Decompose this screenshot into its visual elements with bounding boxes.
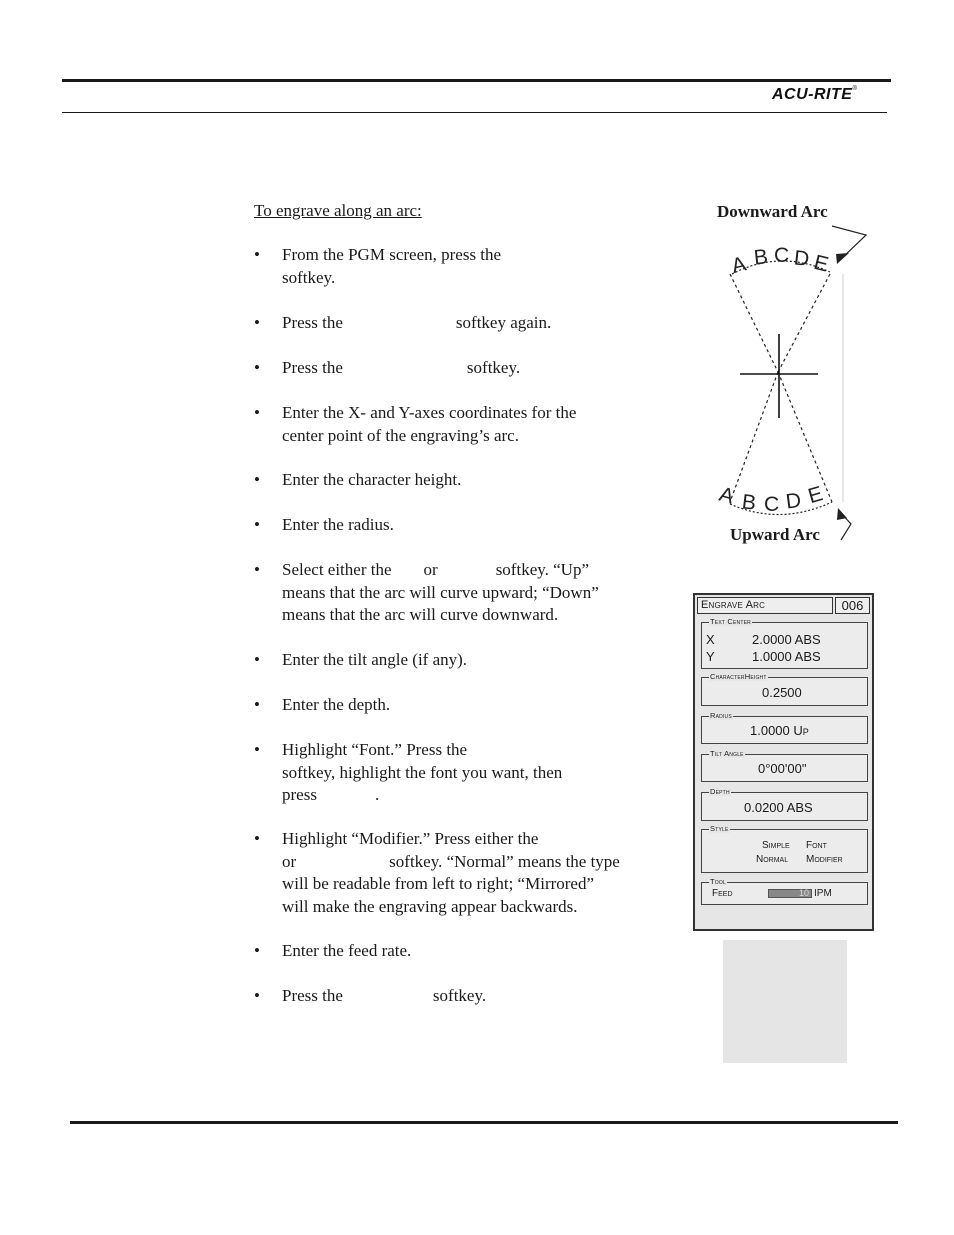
depth-value: 0.0200 ABS [744,800,813,815]
feed-rate-value: 10 [798,888,809,898]
x-axis-value: 2.0000 ABS [752,632,821,647]
depth-field[interactable]: Depth 0.0200 ABS [701,792,868,821]
header-rule [62,79,891,82]
style-modifier-label: Modifier [806,854,843,865]
style-font-label: Font [806,840,827,851]
downward-arc-letter: C [774,244,790,267]
radius-line [778,274,830,372]
header-rule-thin [62,112,887,113]
tilt-angle-field[interactable]: Tilt Angle 0°00'00" [701,754,868,782]
tilt-angle-value: 0°00'00" [758,761,807,776]
instructions-heading: To engrave along an arc: [254,201,422,220]
arc-diagram [710,222,870,542]
feed-rate-input[interactable] [768,889,812,898]
upward-arc-letter: A [716,482,737,509]
downward-arc-letter: E [811,250,831,277]
downward-arc-letter: A [729,252,749,279]
downward-arc-label: Downward Arc [717,202,828,221]
arrowhead-icon [837,508,847,520]
character-height-field[interactable]: CharacterHeight 0.2500 [701,677,868,706]
upward-arc-letter: C [764,493,780,516]
x-axis-label: X [706,632,715,647]
acu-rite-logo: ACU-RITE® [772,86,858,103]
upward-arc-letter: B [740,490,758,515]
downward-arc-letter: D [792,246,811,271]
footer-rule [70,1121,898,1124]
radius-line [730,372,778,502]
style-normal: Normal [756,854,789,865]
feed-label: Feed [712,888,733,899]
engrave-arc-screen [693,593,874,931]
radius-line [730,274,778,372]
tool-feed-field[interactable]: Tool Feed 10 IPM [701,882,868,905]
radius-value: 1.0000 Up [750,723,809,738]
arrowhead-icon [836,253,849,264]
downward-arc-letter: B [752,245,770,270]
radius-line [778,372,832,502]
softkey-area [723,940,847,1063]
y-axis-label: Y [706,649,715,664]
y-axis-value: 1.0000 ABS [752,649,821,664]
upward-arc-label: Upward Arc [730,525,820,544]
style-field[interactable]: Style Simple Font Normal Modifier [701,829,868,873]
radius-field[interactable]: Radius 1.0000 Up [701,716,868,744]
screen-title: Engrave Arc [697,597,833,614]
style-simple: Simple [762,840,790,851]
upward-arc-letter: E [805,482,826,509]
instructions: To engrave along an arc: • From the PGM screen, press the softkey. • Press the softkey again. • Press the softkey. • Enter the X- and Y-axes coordinates for the center point of the engraving’s arc. • Enter the character height. • Enter the radius. • Select either the or softkey. “Up” means that the arc will curve upward; “Down” means that the arc will curve downward. • Enter the tilt angle (if any). • Enter the depth. • Highlight “Font.” Press the softkey, highlight the font you want, then press . • Highlight “Modifier.” Press either the or softkey. “Normal” means the type will be readable from left to right; “Mirrored” will make the engraving appear backwards. • Enter the feed rate. • Press the softkey. [254,200,664,223]
text-center-field[interactable]: Text Center X 2.0000 ABS Y 1.0000 ABS [701,622,868,669]
program-step-number: 006 [835,597,870,614]
character-height-value: 0.2500 [762,685,802,700]
upward-arc-letter: D [784,488,803,514]
feed-unit: IPM [814,888,832,899]
